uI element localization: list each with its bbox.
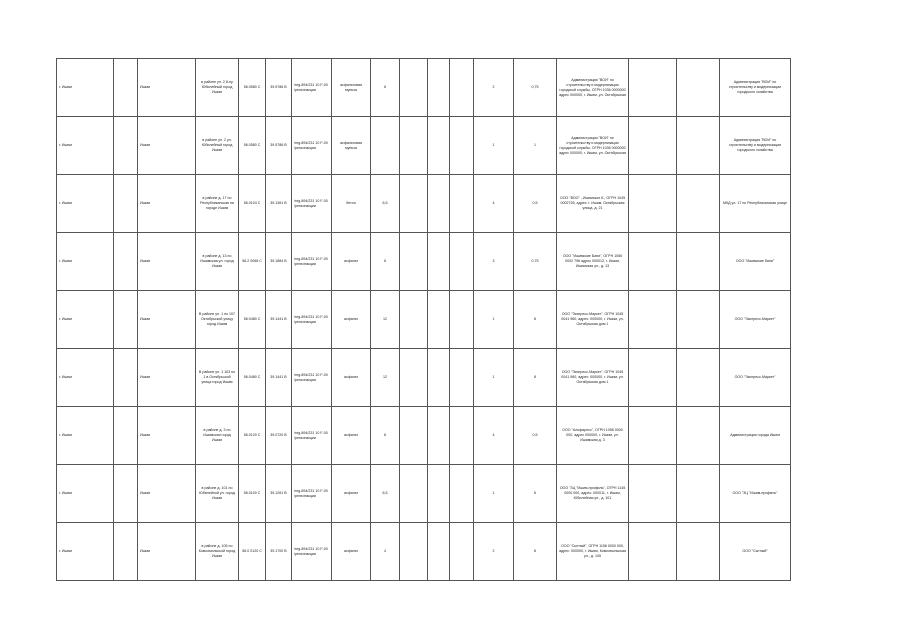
city-cell: г. Ишим xyxy=(57,291,114,349)
blank-cell-4 xyxy=(629,233,677,291)
blank-cell-3 xyxy=(450,175,474,233)
blank-cell-4 xyxy=(629,59,677,117)
blank-cell-3 xyxy=(450,117,474,175)
empty-cell xyxy=(114,465,138,523)
volume-cell: 8 xyxy=(514,349,557,407)
district-cell: Ишим xyxy=(138,175,196,233)
blank-cell-5 xyxy=(677,117,720,175)
registry-cell: /reg-894/231 10 F-00 /регионакции xyxy=(292,349,332,407)
volume-cell: 0,75 xyxy=(514,233,557,291)
registry-cell: /reg-894/231 10 F-00 /регионакции xyxy=(292,407,332,465)
area-cell: 6,5 xyxy=(371,465,400,523)
blank-cell-4 xyxy=(629,407,677,465)
city-cell: г. Ишим xyxy=(57,407,114,465)
empty-cell xyxy=(114,175,138,233)
blank-cell-3 xyxy=(450,233,474,291)
volume-cell: 1 xyxy=(514,117,557,175)
address-cell: В районе ул. 1 103 по 1 в Октябрьской улица город Ишим xyxy=(196,349,239,407)
longitude-cell: 39.0720 В xyxy=(266,407,292,465)
count-cell: 1 xyxy=(474,291,514,349)
owner-cell: ООО "Экспресс-Маркет", ОГРН 1045 0041 960, адрес: 000000, г. Ишим, ул. Октябрьская дом 1 xyxy=(557,349,629,407)
blank-cell-3 xyxy=(450,523,474,581)
address-cell: в районе ул. 2 ул. Юбилейный город Ишим xyxy=(196,117,239,175)
blank-cell-5 xyxy=(677,349,720,407)
owner-cell: Администрация "ВОИ" по строительству и модернизации городской службы, ОГРН 1036 0000000 адрес 000000, г. Ишим, ул. Октябрьская xyxy=(557,59,629,117)
source-cell: ООО "ЗЦ "Ишим-профиль" xyxy=(720,465,791,523)
blank-cell-2 xyxy=(428,117,450,175)
registry-cell: /reg-894/231 10 F-00 /регионакции xyxy=(292,59,332,117)
registry-cell: /reg-894/231 10 F-00 /регионакции xyxy=(292,175,332,233)
longitude-cell: 39.5786 В xyxy=(266,59,292,117)
blank-cell-4 xyxy=(629,291,677,349)
count-cell: 1 xyxy=(474,465,514,523)
blank-cell-2 xyxy=(428,59,450,117)
blank-cell-3 xyxy=(450,407,474,465)
registry-cell: /reg-894/231 10 F-00 /регионакции xyxy=(292,117,332,175)
latitude-cell: 56.0120 С xyxy=(239,407,266,465)
table-row xyxy=(57,117,791,175)
address-cell: в районе д. 101 по Юбилейной ул. город Ишим xyxy=(196,465,239,523)
blank-cell-2 xyxy=(428,175,450,233)
blank-cell-1 xyxy=(400,175,428,233)
blank-cell-1 xyxy=(400,465,428,523)
longitude-cell: 39.1441 В xyxy=(266,291,292,349)
blank-cell-2 xyxy=(428,233,450,291)
table-row xyxy=(57,233,791,291)
blank-cell-1 xyxy=(400,59,428,117)
volume-cell: 8 xyxy=(514,523,557,581)
longitude-cell: 39.1261 В xyxy=(266,465,292,523)
city-cell: г. Ишим xyxy=(57,523,114,581)
longitude-cell: 39.1700 В xyxy=(266,523,292,581)
longitude-cell: 39.5786 В xyxy=(266,117,292,175)
blank-cell-2 xyxy=(428,291,450,349)
blank-cell-2 xyxy=(428,349,450,407)
empty-cell xyxy=(114,349,138,407)
longitude-cell: 39.1884 В xyxy=(266,233,292,291)
empty-cell xyxy=(114,233,138,291)
district-cell: Ишим xyxy=(138,407,196,465)
latitude-cell: 56.0100 С xyxy=(239,465,266,523)
latitude-cell: 56.0480 С xyxy=(239,349,266,407)
latitude-cell: 56.2 0068 С xyxy=(239,233,266,291)
table-row xyxy=(57,59,791,117)
latitude-cell: 56.0480 С xyxy=(239,291,266,349)
area-cell: 12 xyxy=(371,291,400,349)
count-cell: 1 xyxy=(474,117,514,175)
blank-cell-5 xyxy=(677,233,720,291)
address-cell: в районе ул. 2 й-ну Юбилейный город Ишим xyxy=(196,59,239,117)
volume-cell: 8 xyxy=(514,291,557,349)
blank-cell-5 xyxy=(677,465,720,523)
blank-cell-4 xyxy=(629,175,677,233)
area-cell: 4 xyxy=(371,523,400,581)
source-cell: ООО "Сытный" xyxy=(720,523,791,581)
table-row xyxy=(57,523,791,581)
owner-cell: ООО "ВОО" - Ишимское К., ОГРН 1045 0002726, адрес: г. Ишим, Октябрьская улица, д. 21 xyxy=(557,175,629,233)
latitude-cell: 56.0 0120 С xyxy=(239,523,266,581)
area-cell: 12 xyxy=(371,349,400,407)
area-cell: 6 xyxy=(371,233,400,291)
source-cell: ООО "Ишимские бани" xyxy=(720,233,791,291)
surface-cell: асфальт xyxy=(332,523,371,581)
source-cell: Администрация "ВОИ" по строительству и модернизации городского хозяйства xyxy=(720,59,791,117)
district-cell: Ишим xyxy=(138,291,196,349)
source-cell: Администрация "ВОИ" по строительству и модернизации городского хозяйства xyxy=(720,117,791,175)
table-row xyxy=(57,465,791,523)
empty-cell xyxy=(114,407,138,465)
surface-cell: асфальт xyxy=(332,465,371,523)
table-row xyxy=(57,175,791,233)
blank-cell-3 xyxy=(450,59,474,117)
address-cell: в районе д. 13 по Ишимская ул. город Ишим xyxy=(196,233,239,291)
surface-cell: бетон xyxy=(332,175,371,233)
owner-cell: ООО "Экспресс-Маркет", ОГРН 1045 0041 960, адрес: 000000, г. Ишим, ул. Октябрьская дом 1 xyxy=(557,291,629,349)
registry-cell: /reg-894/231 10 F-00 /регионакции xyxy=(292,465,332,523)
blank-cell-1 xyxy=(400,291,428,349)
volume-cell: 6 xyxy=(514,465,557,523)
blank-cell-1 xyxy=(400,233,428,291)
latitude-cell: 56.0580 С xyxy=(239,117,266,175)
blank-cell-1 xyxy=(400,407,428,465)
empty-cell xyxy=(114,291,138,349)
blank-cell-5 xyxy=(677,291,720,349)
surface-cell: асфальтовая мульча xyxy=(332,117,371,175)
longitude-cell: 39.1361 В xyxy=(266,175,292,233)
volume-cell: 0,5 xyxy=(514,175,557,233)
blank-cell-1 xyxy=(400,523,428,581)
registry-cell: /reg-894/231 10 F-00 /регионакции xyxy=(292,523,332,581)
blank-cell-3 xyxy=(450,465,474,523)
volume-cell: 0,75 xyxy=(514,59,557,117)
registry-table xyxy=(56,58,791,581)
count-cell: 4 xyxy=(474,175,514,233)
surface-cell: асфальтовая мульча xyxy=(332,59,371,117)
blank-cell-2 xyxy=(428,407,450,465)
blank-cell-2 xyxy=(428,465,450,523)
count-cell: 4 xyxy=(474,407,514,465)
city-cell: г. Ишим xyxy=(57,233,114,291)
city-cell: г. Ишим xyxy=(57,59,114,117)
blank-cell-5 xyxy=(677,59,720,117)
empty-cell xyxy=(114,117,138,175)
district-cell: Ишим xyxy=(138,349,196,407)
city-cell: г. Ишим xyxy=(57,175,114,233)
area-cell: 6 xyxy=(371,407,400,465)
registry-cell: /reg-894/231 10 F-00 /регионакции xyxy=(292,291,332,349)
table-row xyxy=(57,291,791,349)
empty-cell xyxy=(114,59,138,117)
count-cell: 2 xyxy=(474,523,514,581)
count-cell: 3 xyxy=(474,233,514,291)
city-cell: г. Ишим xyxy=(57,117,114,175)
district-cell: Ишим xyxy=(138,59,196,117)
city-cell: г. Ишим xyxy=(57,465,114,523)
volume-cell: 0,5 xyxy=(514,407,557,465)
owner-cell: ООО "ЗЦ "Ишим-профиль", ОГРН 1145 0000 000, адрес: 000011, г. Ишим, Юбилейная ул., д. 101 xyxy=(557,465,629,523)
owner-cell: ООО "Альфаресс", ОГРН 1056 0000 000, адрес 000000, г. Ишим, ул. Ишимская д. 3 xyxy=(557,407,629,465)
blank-cell-4 xyxy=(629,465,677,523)
address-cell: В районе ул. 1 по 107 Октябрьской улицу город Ишим xyxy=(196,291,239,349)
count-cell: 1 xyxy=(474,349,514,407)
surface-cell: асфальт xyxy=(332,349,371,407)
district-cell: Ишим xyxy=(138,465,196,523)
blank-cell-4 xyxy=(629,523,677,581)
blank-cell-1 xyxy=(400,117,428,175)
blank-cell-4 xyxy=(629,117,677,175)
district-cell: Ишим xyxy=(138,117,196,175)
count-cell: 2 xyxy=(474,59,514,117)
source-cell: ООО "Экспресс-Маркет" xyxy=(720,291,791,349)
latitude-cell: 56.0580 С xyxy=(239,59,266,117)
blank-cell-5 xyxy=(677,175,720,233)
city-cell: г. Ишим xyxy=(57,349,114,407)
empty-cell xyxy=(114,523,138,581)
registry-cell: /reg-894/231 10 F-00 /регионакции xyxy=(292,233,332,291)
district-cell: Ишим xyxy=(138,523,196,581)
address-cell: в районе д. 105 по Комсомольской город Ишим xyxy=(196,523,239,581)
table-row xyxy=(57,349,791,407)
area-cell xyxy=(371,117,400,175)
table-body xyxy=(57,59,791,581)
owner-cell: ООО "Ишимские Бани", ОГРН 1056 0002 796 адрес 000012, г. Ишим, Ишимская ул., д. 13 xyxy=(557,233,629,291)
latitude-cell: 56.0104 С xyxy=(239,175,266,233)
table-row xyxy=(57,407,791,465)
area-cell: 6,5 xyxy=(371,175,400,233)
owner-cell: ООО "Сытный", ОГРН 1156 0000 000, адрес: 000000, г. Ишим, Комсомольская ул., д. 105 xyxy=(557,523,629,581)
blank-cell-1 xyxy=(400,349,428,407)
source-cell: МКД ул. 17 по Республиканская улице xyxy=(720,175,791,233)
address-cell: в районе д. 17 по Республиканская на городе Ишим xyxy=(196,175,239,233)
blank-cell-5 xyxy=(677,523,720,581)
blank-cell-3 xyxy=(450,291,474,349)
owner-cell: Администрация "ВОИ" по строительству и модернизации городской службы, ОГРН 1036 0000000 адрес 000000, г. Ишим, ул. Октябрьская xyxy=(557,117,629,175)
address-cell: в районе д. 3 по Ишимская город Ишим xyxy=(196,407,239,465)
area-cell: 6 xyxy=(371,59,400,117)
longitude-cell: 39.1441 В xyxy=(266,349,292,407)
district-cell: Ишим xyxy=(138,233,196,291)
blank-cell-4 xyxy=(629,349,677,407)
source-cell: ООО "Экспресс-Маркет" xyxy=(720,349,791,407)
source-cell: Администрация города Ишим xyxy=(720,407,791,465)
surface-cell: асфальт xyxy=(332,407,371,465)
blank-cell-5 xyxy=(677,407,720,465)
surface-cell: асфальт xyxy=(332,291,371,349)
surface-cell: асфальт xyxy=(332,233,371,291)
blank-cell-2 xyxy=(428,523,450,581)
blank-cell-3 xyxy=(450,349,474,407)
